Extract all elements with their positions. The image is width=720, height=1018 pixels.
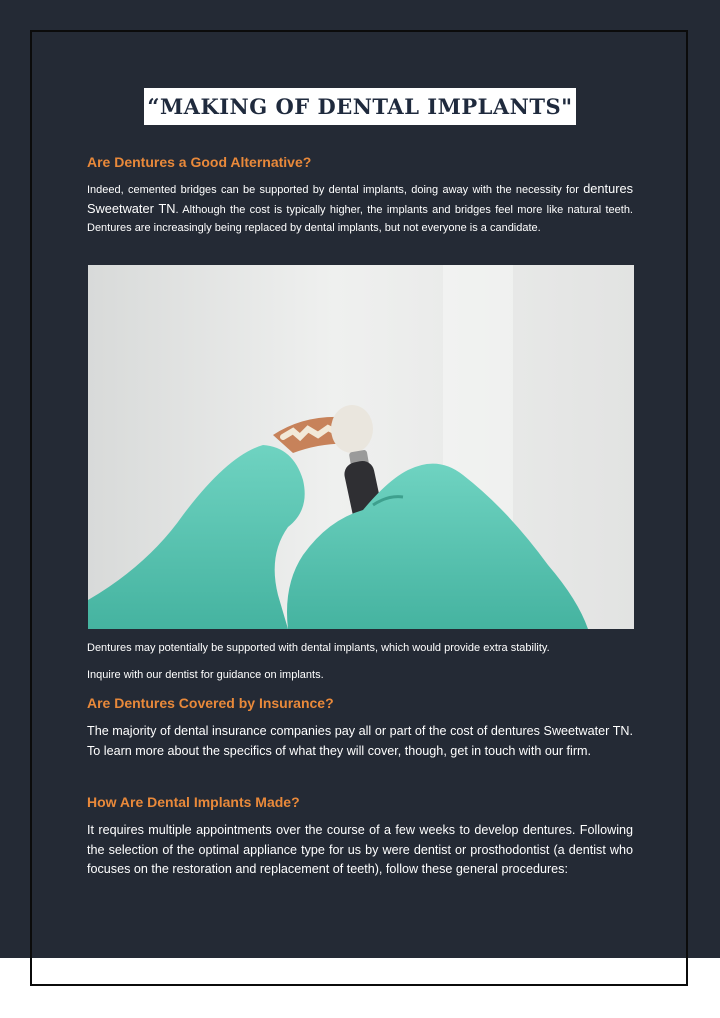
section-3-paragraph: It requires multiple appointments over the course of a few weeks to develop dentures. Following the selection of the optimal appliance type for us by were dentist or prosthodontist (a dentist who focuses on the restoration and replacement of teeth), follow these general procedures: (87, 823, 633, 876)
dentures-photo (88, 265, 634, 629)
dentures-link-text: dentures Sweetwater TN (87, 181, 633, 216)
section-1-text-a: Indeed, cemented bridges can be supported by dental implants, doing away with the necessity for (87, 184, 584, 196)
section-1-heading: Are Dentures a Good Alternative? (87, 154, 312, 170)
section-1 (87, 154, 633, 238)
dentures-gloved-hands-photo-icon (88, 265, 634, 629)
page-title: “MAKING OF DENTAL IMPLANTS" (147, 94, 573, 119)
section-3-heading: How Are Dental Implants Made? (87, 794, 300, 810)
section-3 (87, 794, 633, 880)
section-2 (87, 695, 633, 761)
title-banner (144, 88, 576, 125)
section-1-text-b: . Although the cost is typically higher, the implants and bridges feel more like natural teeth. Dentures are increasingly being replaced by dental implants, but not everyone is a candidate. (87, 203, 633, 234)
section-2-paragraph: The majority of dental insurance companies pay all or part of the cost of dentures Sweetwater TN. To learn more about the specifics of what they will cover, though, get in touch with our firm. (87, 724, 633, 758)
section-1-paragraph (87, 180, 633, 238)
image-caption: Dentures may potentially be supported with dental implants, which would provide extra stability. (87, 642, 550, 654)
implant-guidance-text: Inquire with our dentist for guidance on implants. (87, 669, 324, 681)
section-2-heading: Are Dentures Covered by Insurance? (87, 695, 334, 711)
